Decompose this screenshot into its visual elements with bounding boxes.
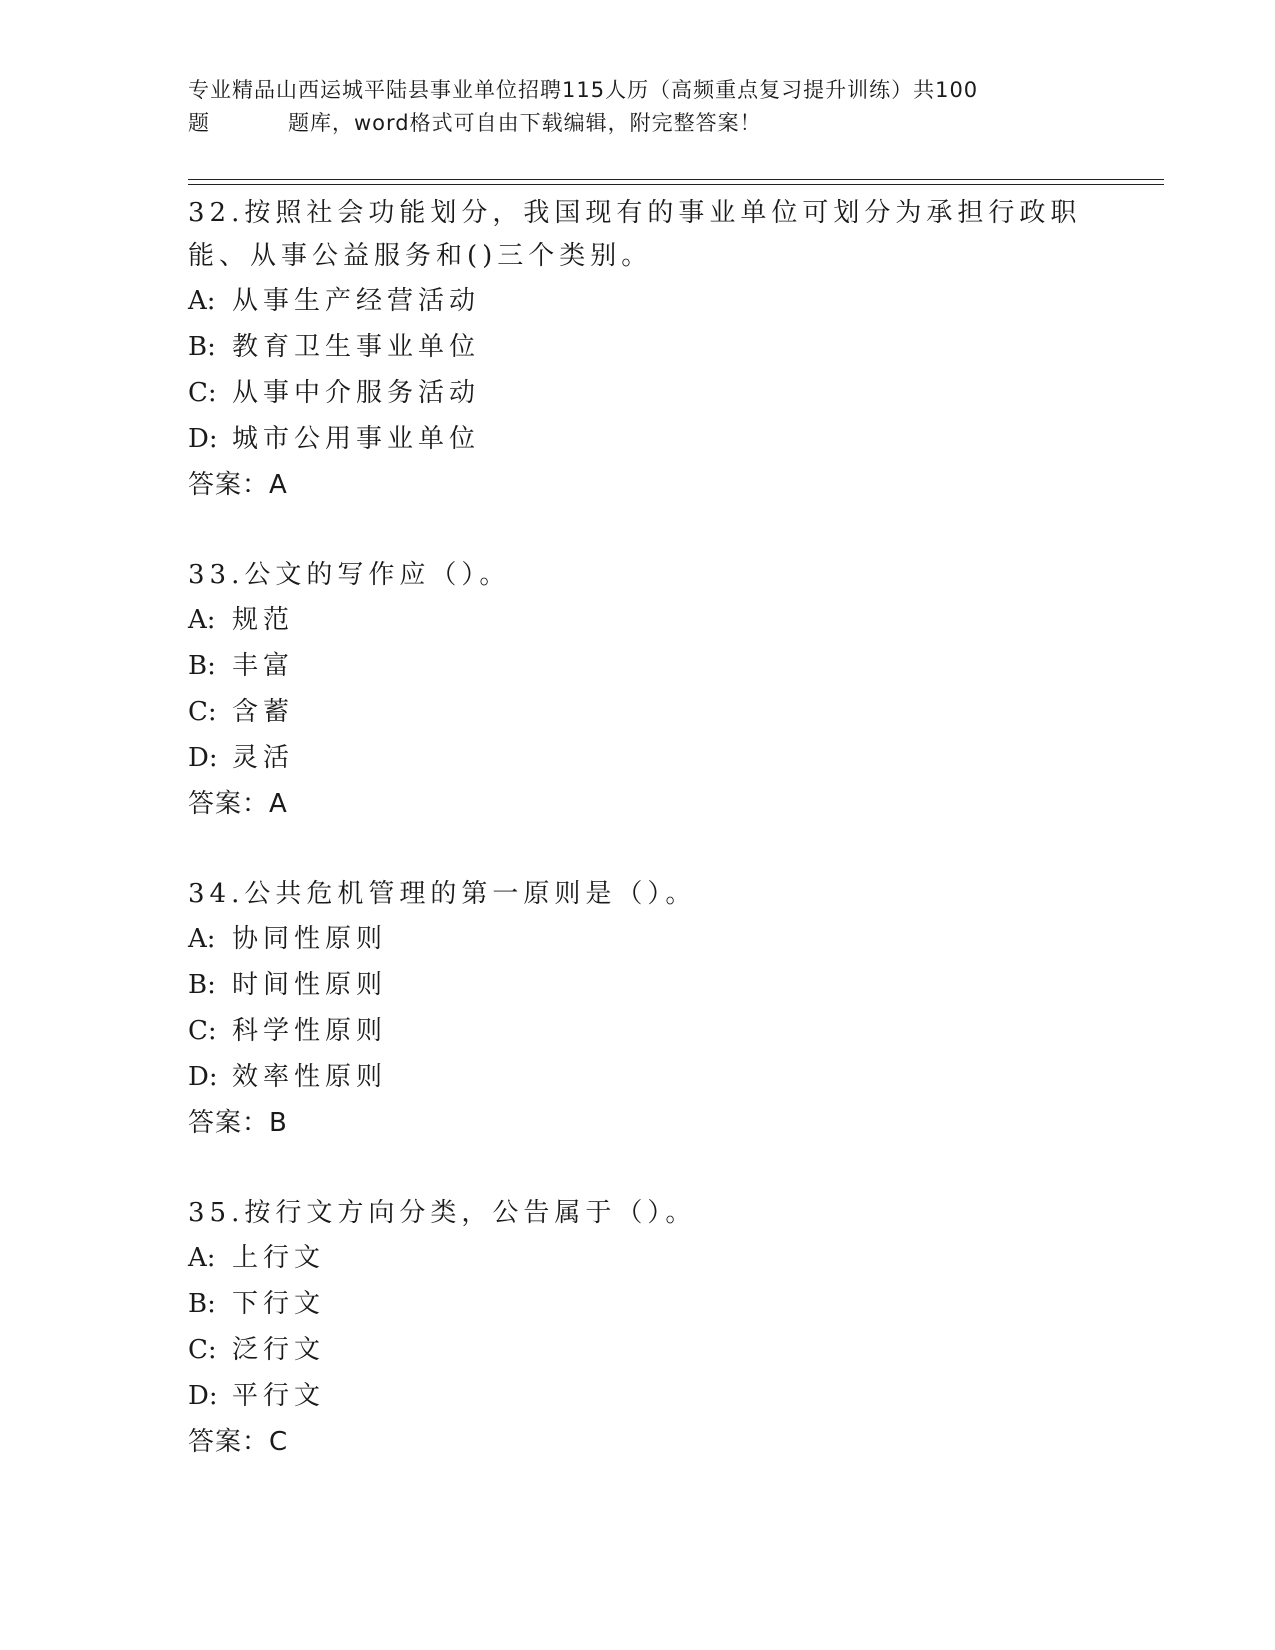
answer-line: 答案：A (188, 470, 288, 500)
option-b (188, 643, 1108, 689)
header-subtitle: 题库，word格式可自由下载编辑，附完整答案！ (288, 111, 762, 135)
question-stem: 33.公文的写作应（）。 (188, 560, 511, 590)
option-text: 教育卫生事业单位 (232, 332, 481, 362)
question-item (188, 1192, 1108, 1465)
question-item (188, 554, 1108, 827)
option-a (188, 1235, 1108, 1281)
option-d (188, 416, 1108, 462)
option-c (188, 370, 1108, 416)
option-text: 灵活 (232, 743, 295, 773)
option-c (188, 1008, 1108, 1054)
option-text: 平行文 (232, 1381, 326, 1411)
option-letter: B: (188, 332, 216, 362)
header-title: 专业精品山西运城平陆县事业单位招聘115人历（高频重点复习提升训练）共100 (188, 78, 979, 102)
header-title-wrap: 题 (188, 111, 210, 135)
option-b (188, 1281, 1108, 1327)
option-d (188, 1373, 1108, 1419)
option-text: 泛行文 (232, 1335, 326, 1365)
option-letter: D: (188, 743, 218, 773)
answer-line: 答案：B (188, 1108, 288, 1138)
option-letter: A: (188, 286, 216, 316)
option-d (188, 735, 1108, 781)
option-text: 科学性原则 (232, 1016, 388, 1046)
option-a (188, 916, 1108, 962)
question-item (188, 873, 1108, 1146)
option-text: 时间性原则 (232, 970, 388, 1000)
option-letter: C: (188, 1335, 217, 1365)
option-letter: D: (188, 1381, 218, 1411)
option-letter: B: (188, 1289, 216, 1319)
option-text: 上行文 (232, 1243, 326, 1273)
question-stem: 32.按照社会功能划分，我国现有的事业单位可划分为承担行政职能、从事公益服务和()三个类别。 (188, 198, 1082, 271)
option-text: 协同性原则 (232, 924, 388, 954)
option-c (188, 1327, 1108, 1373)
option-letter: C: (188, 1016, 217, 1046)
option-letter: D: (188, 1062, 218, 1092)
option-text: 从事中介服务活动 (232, 378, 481, 408)
header-line-1 (188, 74, 1088, 107)
header-line-2 (188, 107, 1088, 140)
answer-line: 答案：C (188, 1427, 289, 1457)
option-text: 从事生产经营活动 (232, 286, 481, 316)
option-letter: C: (188, 378, 217, 408)
option-b (188, 324, 1108, 370)
option-letter: B: (188, 970, 216, 1000)
question-stem: 34.公共危机管理的第一原则是（）。 (188, 879, 697, 909)
question-list (188, 192, 1108, 1511)
option-letter: B: (188, 651, 216, 681)
question-item (188, 192, 1108, 508)
option-letter: A: (188, 924, 216, 954)
option-text: 下行文 (232, 1289, 326, 1319)
header-divider-bottom (188, 184, 1164, 185)
document-header (188, 74, 1088, 140)
option-b (188, 962, 1108, 1008)
option-letter: C: (188, 697, 217, 727)
option-d (188, 1054, 1108, 1100)
option-text: 丰富 (232, 651, 295, 681)
option-letter: A: (188, 1243, 216, 1273)
option-c (188, 689, 1108, 735)
option-a (188, 597, 1108, 643)
option-text: 含蓄 (232, 697, 295, 727)
header-divider-top (188, 179, 1164, 180)
option-text: 规范 (232, 605, 295, 635)
option-a (188, 278, 1108, 324)
answer-line: 答案：A (188, 789, 288, 819)
option-text: 效率性原则 (232, 1062, 388, 1092)
option-letter: A: (188, 605, 216, 635)
question-stem: 35.按行文方向分类，公告属于（）。 (188, 1198, 697, 1228)
option-letter: D: (188, 424, 218, 454)
option-text: 城市公用事业单位 (232, 424, 481, 454)
